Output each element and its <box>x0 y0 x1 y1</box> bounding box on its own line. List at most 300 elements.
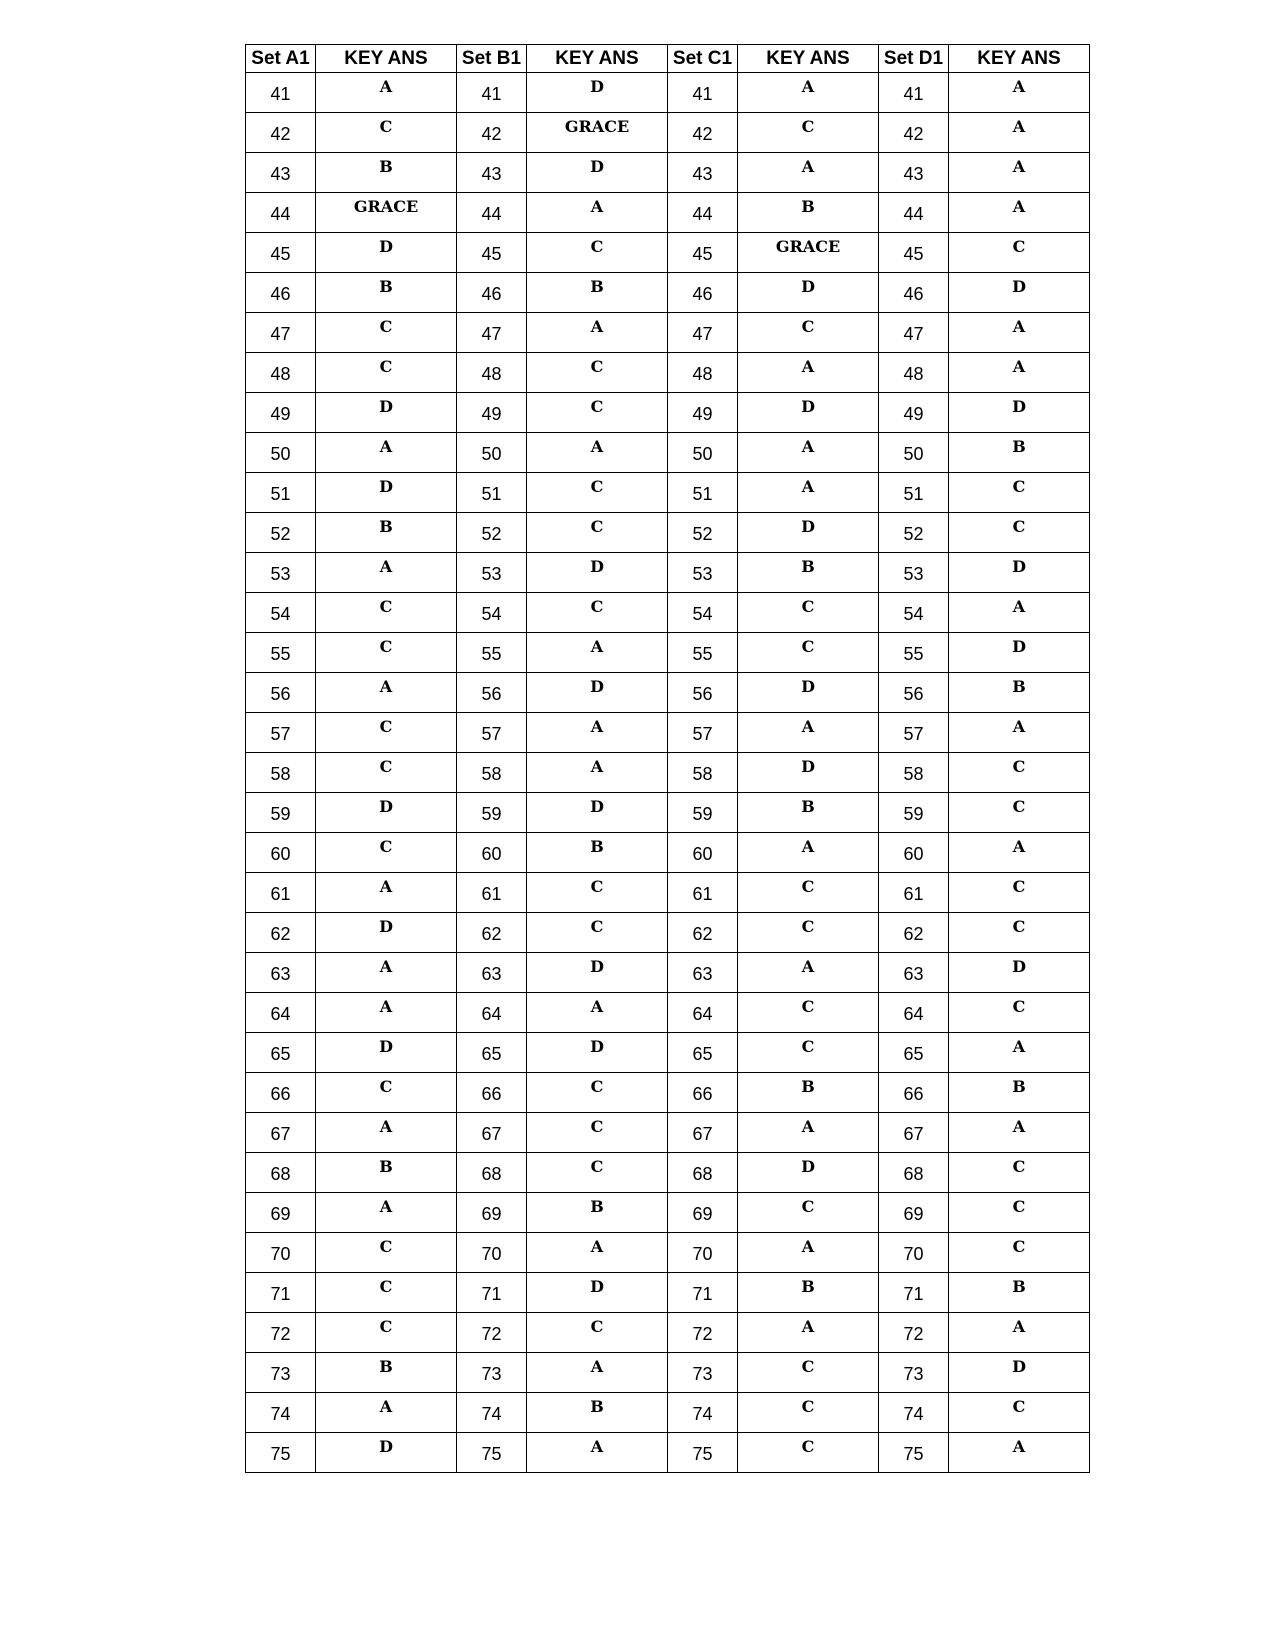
answer-key-b1: D <box>527 153 668 193</box>
answer-key-a1: A <box>316 993 457 1033</box>
question-number-a1: 70 <box>246 1233 316 1273</box>
answer-key-b1: B <box>527 833 668 873</box>
question-number-c1: 54 <box>668 593 738 633</box>
answer-key-b1: GRACE <box>527 113 668 153</box>
answer-key-d1: A <box>949 1433 1090 1473</box>
question-number-c1: 45 <box>668 233 738 273</box>
question-number-b1: 74 <box>457 1393 527 1433</box>
table-row <box>246 113 1090 153</box>
answer-key-d1: C <box>949 1393 1090 1433</box>
answer-key-a1: C <box>316 1233 457 1273</box>
answer-key-d1: C <box>949 1233 1090 1273</box>
answer-key-c1: C <box>738 1393 879 1433</box>
header-set-a1: Set A1 <box>246 45 316 73</box>
question-number-b1: 68 <box>457 1153 527 1193</box>
question-number-b1: 52 <box>457 513 527 553</box>
table-row <box>246 1193 1090 1233</box>
answer-key-b1: A <box>527 313 668 353</box>
answer-key-d1: A <box>949 833 1090 873</box>
table-row <box>246 473 1090 513</box>
answer-key-b1: D <box>527 673 668 713</box>
question-number-b1: 72 <box>457 1313 527 1353</box>
question-number-b1: 54 <box>457 593 527 633</box>
question-number-a1: 66 <box>246 1073 316 1113</box>
question-number-c1: 46 <box>668 273 738 313</box>
table-row <box>246 233 1090 273</box>
answer-key-d1: C <box>949 1153 1090 1193</box>
answer-key-d1: D <box>949 1353 1090 1393</box>
question-number-c1: 57 <box>668 713 738 753</box>
question-number-d1: 52 <box>879 513 949 553</box>
question-number-b1: 71 <box>457 1273 527 1313</box>
question-number-c1: 75 <box>668 1433 738 1473</box>
table-row <box>246 953 1090 993</box>
question-number-c1: 47 <box>668 313 738 353</box>
question-number-c1: 49 <box>668 393 738 433</box>
question-number-a1: 60 <box>246 833 316 873</box>
answer-key-a1: C <box>316 593 457 633</box>
table-row <box>246 1153 1090 1193</box>
question-number-c1: 53 <box>668 553 738 593</box>
answer-key-a1: A <box>316 1193 457 1233</box>
question-number-a1: 71 <box>246 1273 316 1313</box>
answer-key-a1: D <box>316 913 457 953</box>
table-row <box>246 753 1090 793</box>
header-key-ans-d1: KEY ANS <box>949 45 1090 73</box>
question-number-a1: 58 <box>246 753 316 793</box>
question-number-b1: 61 <box>457 873 527 913</box>
header-set-c1: Set C1 <box>668 45 738 73</box>
question-number-d1: 61 <box>879 873 949 913</box>
answer-key-c1: A <box>738 73 879 113</box>
question-number-b1: 67 <box>457 1113 527 1153</box>
question-number-d1: 41 <box>879 73 949 113</box>
answer-key-a1: A <box>316 953 457 993</box>
answer-key-b1: A <box>527 713 668 753</box>
question-number-d1: 75 <box>879 1433 949 1473</box>
answer-key-a1: A <box>316 873 457 913</box>
answer-key-d1: A <box>949 113 1090 153</box>
table-row <box>246 673 1090 713</box>
answer-key-d1: D <box>949 633 1090 673</box>
answer-key-a1: B <box>316 1153 457 1193</box>
question-number-b1: 50 <box>457 433 527 473</box>
question-number-a1: 54 <box>246 593 316 633</box>
question-number-b1: 48 <box>457 353 527 393</box>
answer-key-d1: C <box>949 473 1090 513</box>
answer-key-b1: C <box>527 393 668 433</box>
answer-key-b1: C <box>527 353 668 393</box>
answer-key-c1: D <box>738 273 879 313</box>
question-number-c1: 56 <box>668 673 738 713</box>
answer-key-b1: C <box>527 593 668 633</box>
question-number-b1: 69 <box>457 1193 527 1233</box>
header-key-ans-c1: KEY ANS <box>738 45 879 73</box>
question-number-a1: 52 <box>246 513 316 553</box>
table-row <box>246 1073 1090 1113</box>
question-number-c1: 66 <box>668 1073 738 1113</box>
answer-key-b1: C <box>527 233 668 273</box>
question-number-c1: 42 <box>668 113 738 153</box>
question-number-a1: 61 <box>246 873 316 913</box>
answer-key-c1: A <box>738 1233 879 1273</box>
answer-key-b1: D <box>527 793 668 833</box>
question-number-b1: 73 <box>457 1353 527 1393</box>
question-number-a1: 65 <box>246 1033 316 1073</box>
question-number-b1: 53 <box>457 553 527 593</box>
answer-key-c1: B <box>738 193 879 233</box>
question-number-c1: 68 <box>668 1153 738 1193</box>
answer-key-a1: C <box>316 633 457 673</box>
table-row <box>246 1113 1090 1153</box>
answer-key-c1: D <box>738 753 879 793</box>
question-number-b1: 75 <box>457 1433 527 1473</box>
question-number-d1: 66 <box>879 1073 949 1113</box>
answer-key-c1: D <box>738 673 879 713</box>
question-number-d1: 55 <box>879 633 949 673</box>
question-number-b1: 56 <box>457 673 527 713</box>
answer-key-a1: D <box>316 1433 457 1473</box>
answer-key-d1: A <box>949 353 1090 393</box>
question-number-c1: 61 <box>668 873 738 913</box>
answer-key-d1: A <box>949 73 1090 113</box>
answer-key-c1: C <box>738 1033 879 1073</box>
question-number-d1: 49 <box>879 393 949 433</box>
question-number-a1: 50 <box>246 433 316 473</box>
answer-key-b1: A <box>527 1233 668 1273</box>
question-number-d1: 63 <box>879 953 949 993</box>
answer-key-a1: A <box>316 1113 457 1153</box>
answer-key-d1: A <box>949 153 1090 193</box>
answer-key-b1: A <box>527 633 668 673</box>
answer-key-b1: D <box>527 553 668 593</box>
question-number-d1: 62 <box>879 913 949 953</box>
question-number-a1: 55 <box>246 633 316 673</box>
question-number-d1: 51 <box>879 473 949 513</box>
question-number-b1: 57 <box>457 713 527 753</box>
answer-key-d1: A <box>949 1033 1090 1073</box>
answer-key-b1: A <box>527 433 668 473</box>
question-number-d1: 53 <box>879 553 949 593</box>
answer-key-b1: A <box>527 993 668 1033</box>
answer-key-c1: B <box>738 793 879 833</box>
header-key-ans-a1: KEY ANS <box>316 45 457 73</box>
question-number-a1: 43 <box>246 153 316 193</box>
answer-key-b1: C <box>527 1313 668 1353</box>
question-number-c1: 51 <box>668 473 738 513</box>
question-number-b1: 44 <box>457 193 527 233</box>
table-row <box>246 193 1090 233</box>
question-number-a1: 59 <box>246 793 316 833</box>
answer-key-d1: B <box>949 1273 1090 1313</box>
answer-key-a1: C <box>316 753 457 793</box>
question-number-a1: 46 <box>246 273 316 313</box>
answer-key-a1: A <box>316 73 457 113</box>
header-set-d1: Set D1 <box>879 45 949 73</box>
question-number-d1: 71 <box>879 1273 949 1313</box>
table-row <box>246 1393 1090 1433</box>
question-number-a1: 73 <box>246 1353 316 1393</box>
question-number-d1: 64 <box>879 993 949 1033</box>
answer-key-a1: D <box>316 473 457 513</box>
table-row <box>246 713 1090 753</box>
table-row <box>246 993 1090 1033</box>
question-number-c1: 48 <box>668 353 738 393</box>
table-body <box>246 73 1090 1473</box>
question-number-c1: 52 <box>668 513 738 553</box>
answer-key-d1: A <box>949 193 1090 233</box>
answer-key-c1: A <box>738 353 879 393</box>
question-number-b1: 47 <box>457 313 527 353</box>
question-number-c1: 67 <box>668 1113 738 1153</box>
answer-key-d1: C <box>949 793 1090 833</box>
answer-key-c1: C <box>738 633 879 673</box>
question-number-d1: 65 <box>879 1033 949 1073</box>
question-number-b1: 65 <box>457 1033 527 1073</box>
question-number-b1: 55 <box>457 633 527 673</box>
question-number-c1: 55 <box>668 633 738 673</box>
question-number-b1: 59 <box>457 793 527 833</box>
answer-key-b1: D <box>527 1273 668 1313</box>
answer-key-d1: A <box>949 1113 1090 1153</box>
answer-key-c1: A <box>738 713 879 753</box>
question-number-d1: 43 <box>879 153 949 193</box>
table-row <box>246 513 1090 553</box>
answer-key-a1: B <box>316 513 457 553</box>
answer-key-b1: C <box>527 513 668 553</box>
answer-key-b1: A <box>527 753 668 793</box>
question-number-d1: 48 <box>879 353 949 393</box>
table-row <box>246 913 1090 953</box>
answer-key-b1: A <box>527 1353 668 1393</box>
question-number-d1: 68 <box>879 1153 949 1193</box>
answer-key-a1: C <box>316 1073 457 1113</box>
answer-key-c1: C <box>738 313 879 353</box>
question-number-c1: 60 <box>668 833 738 873</box>
answer-key-b1: C <box>527 473 668 513</box>
answer-key-b1: A <box>527 193 668 233</box>
table-row <box>246 593 1090 633</box>
answer-key-a1: A <box>316 433 457 473</box>
question-number-d1: 74 <box>879 1393 949 1433</box>
question-number-b1: 62 <box>457 913 527 953</box>
answer-key-d1: D <box>949 273 1090 313</box>
answer-key-c1: A <box>738 433 879 473</box>
question-number-b1: 46 <box>457 273 527 313</box>
question-number-c1: 59 <box>668 793 738 833</box>
answer-key-table <box>245 44 1090 1473</box>
question-number-b1: 41 <box>457 73 527 113</box>
answer-key-a1: D <box>316 233 457 273</box>
answer-key-b1: D <box>527 953 668 993</box>
answer-key-c1: D <box>738 513 879 553</box>
answer-key-d1: D <box>949 553 1090 593</box>
answer-key-c1: A <box>738 153 879 193</box>
question-number-c1: 43 <box>668 153 738 193</box>
answer-key-a1: B <box>316 153 457 193</box>
question-number-c1: 64 <box>668 993 738 1033</box>
table-row <box>246 1433 1090 1473</box>
table-row <box>246 633 1090 673</box>
question-number-a1: 75 <box>246 1433 316 1473</box>
table-row <box>246 833 1090 873</box>
question-number-d1: 69 <box>879 1193 949 1233</box>
question-number-a1: 48 <box>246 353 316 393</box>
answer-key-c1: A <box>738 473 879 513</box>
question-number-a1: 69 <box>246 1193 316 1233</box>
question-number-b1: 49 <box>457 393 527 433</box>
question-number-b1: 66 <box>457 1073 527 1113</box>
answer-key-c1: D <box>738 393 879 433</box>
question-number-b1: 60 <box>457 833 527 873</box>
question-number-c1: 44 <box>668 193 738 233</box>
answer-key-d1: A <box>949 593 1090 633</box>
answer-key-c1: C <box>738 993 879 1033</box>
question-number-a1: 53 <box>246 553 316 593</box>
question-number-a1: 74 <box>246 1393 316 1433</box>
answer-key-b1: C <box>527 1153 668 1193</box>
answer-key-c1: A <box>738 833 879 873</box>
question-number-d1: 50 <box>879 433 949 473</box>
question-number-d1: 58 <box>879 753 949 793</box>
answer-key-c1: GRACE <box>738 233 879 273</box>
question-number-d1: 70 <box>879 1233 949 1273</box>
question-number-d1: 67 <box>879 1113 949 1153</box>
question-number-d1: 73 <box>879 1353 949 1393</box>
answer-key-d1: C <box>949 913 1090 953</box>
answer-key-b1: C <box>527 873 668 913</box>
answer-key-c1: C <box>738 1193 879 1233</box>
question-number-b1: 51 <box>457 473 527 513</box>
answer-key-b1: B <box>527 1193 668 1233</box>
answer-key-b1: D <box>527 73 668 113</box>
answer-key-d1: B <box>949 673 1090 713</box>
question-number-c1: 74 <box>668 1393 738 1433</box>
question-number-d1: 54 <box>879 593 949 633</box>
answer-key-c1: A <box>738 1113 879 1153</box>
question-number-c1: 65 <box>668 1033 738 1073</box>
question-number-d1: 45 <box>879 233 949 273</box>
answer-key-a1: GRACE <box>316 193 457 233</box>
answer-key-c1: A <box>738 953 879 993</box>
answer-key-c1: B <box>738 1273 879 1313</box>
question-number-d1: 46 <box>879 273 949 313</box>
question-number-b1: 70 <box>457 1233 527 1273</box>
answer-key-d1: C <box>949 1193 1090 1233</box>
question-number-c1: 69 <box>668 1193 738 1233</box>
question-number-d1: 59 <box>879 793 949 833</box>
header-row <box>246 45 1090 73</box>
question-number-a1: 56 <box>246 673 316 713</box>
answer-key-a1: C <box>316 353 457 393</box>
question-number-a1: 45 <box>246 233 316 273</box>
answer-key-b1: C <box>527 1113 668 1153</box>
answer-key-a1: D <box>316 1033 457 1073</box>
question-number-b1: 64 <box>457 993 527 1033</box>
table-header <box>246 45 1090 73</box>
answer-key-a1: C <box>316 833 457 873</box>
answer-key-a1: C <box>316 1313 457 1353</box>
answer-key-c1: C <box>738 593 879 633</box>
answer-key-d1: D <box>949 393 1090 433</box>
question-number-a1: 67 <box>246 1113 316 1153</box>
question-number-c1: 41 <box>668 73 738 113</box>
answer-key-d1: D <box>949 953 1090 993</box>
answer-key-a1: D <box>316 793 457 833</box>
answer-key-d1: A <box>949 1313 1090 1353</box>
question-number-d1: 47 <box>879 313 949 353</box>
table-row <box>246 1033 1090 1073</box>
question-number-c1: 70 <box>668 1233 738 1273</box>
question-number-b1: 63 <box>457 953 527 993</box>
answer-key-b1: C <box>527 913 668 953</box>
answer-key-d1: C <box>949 513 1090 553</box>
question-number-a1: 47 <box>246 313 316 353</box>
table-row <box>246 1233 1090 1273</box>
answer-key-c1: B <box>738 553 879 593</box>
table-row <box>246 73 1090 113</box>
question-number-b1: 58 <box>457 753 527 793</box>
answer-key-d1: C <box>949 993 1090 1033</box>
table-row <box>246 1353 1090 1393</box>
answer-key-a1: C <box>316 713 457 753</box>
answer-key-d1: A <box>949 713 1090 753</box>
question-number-a1: 41 <box>246 73 316 113</box>
answer-key-a1: C <box>316 1273 457 1313</box>
answer-key-b1: B <box>527 273 668 313</box>
answer-key-d1: C <box>949 873 1090 913</box>
question-number-c1: 73 <box>668 1353 738 1393</box>
answer-key-c1: C <box>738 1353 879 1393</box>
answer-key-a1: C <box>316 313 457 353</box>
question-number-c1: 58 <box>668 753 738 793</box>
answer-key-b1: A <box>527 1433 668 1473</box>
answer-key-b1: B <box>527 1393 668 1433</box>
question-number-a1: 57 <box>246 713 316 753</box>
question-number-d1: 60 <box>879 833 949 873</box>
table-row <box>246 273 1090 313</box>
table-row <box>246 1273 1090 1313</box>
table-row <box>246 353 1090 393</box>
question-number-d1: 44 <box>879 193 949 233</box>
table-row <box>246 1313 1090 1353</box>
question-number-a1: 49 <box>246 393 316 433</box>
table-row <box>246 553 1090 593</box>
answer-key-c1: D <box>738 1153 879 1193</box>
answer-key-b1: D <box>527 1033 668 1073</box>
answer-key-c1: C <box>738 873 879 913</box>
answer-key-a1: D <box>316 393 457 433</box>
question-number-a1: 51 <box>246 473 316 513</box>
answer-key-c1: C <box>738 1433 879 1473</box>
answer-key-c1: A <box>738 1313 879 1353</box>
answer-key-d1: C <box>949 233 1090 273</box>
question-number-a1: 42 <box>246 113 316 153</box>
question-number-a1: 63 <box>246 953 316 993</box>
table-row <box>246 433 1090 473</box>
answer-key-d1: B <box>949 1073 1090 1113</box>
answer-key-a1: C <box>316 113 457 153</box>
answer-key-a1: A <box>316 553 457 593</box>
question-number-d1: 72 <box>879 1313 949 1353</box>
table-row <box>246 393 1090 433</box>
question-number-b1: 42 <box>457 113 527 153</box>
question-number-a1: 68 <box>246 1153 316 1193</box>
question-number-d1: 42 <box>879 113 949 153</box>
question-number-a1: 64 <box>246 993 316 1033</box>
answer-key-a1: A <box>316 1393 457 1433</box>
header-set-b1: Set B1 <box>457 45 527 73</box>
